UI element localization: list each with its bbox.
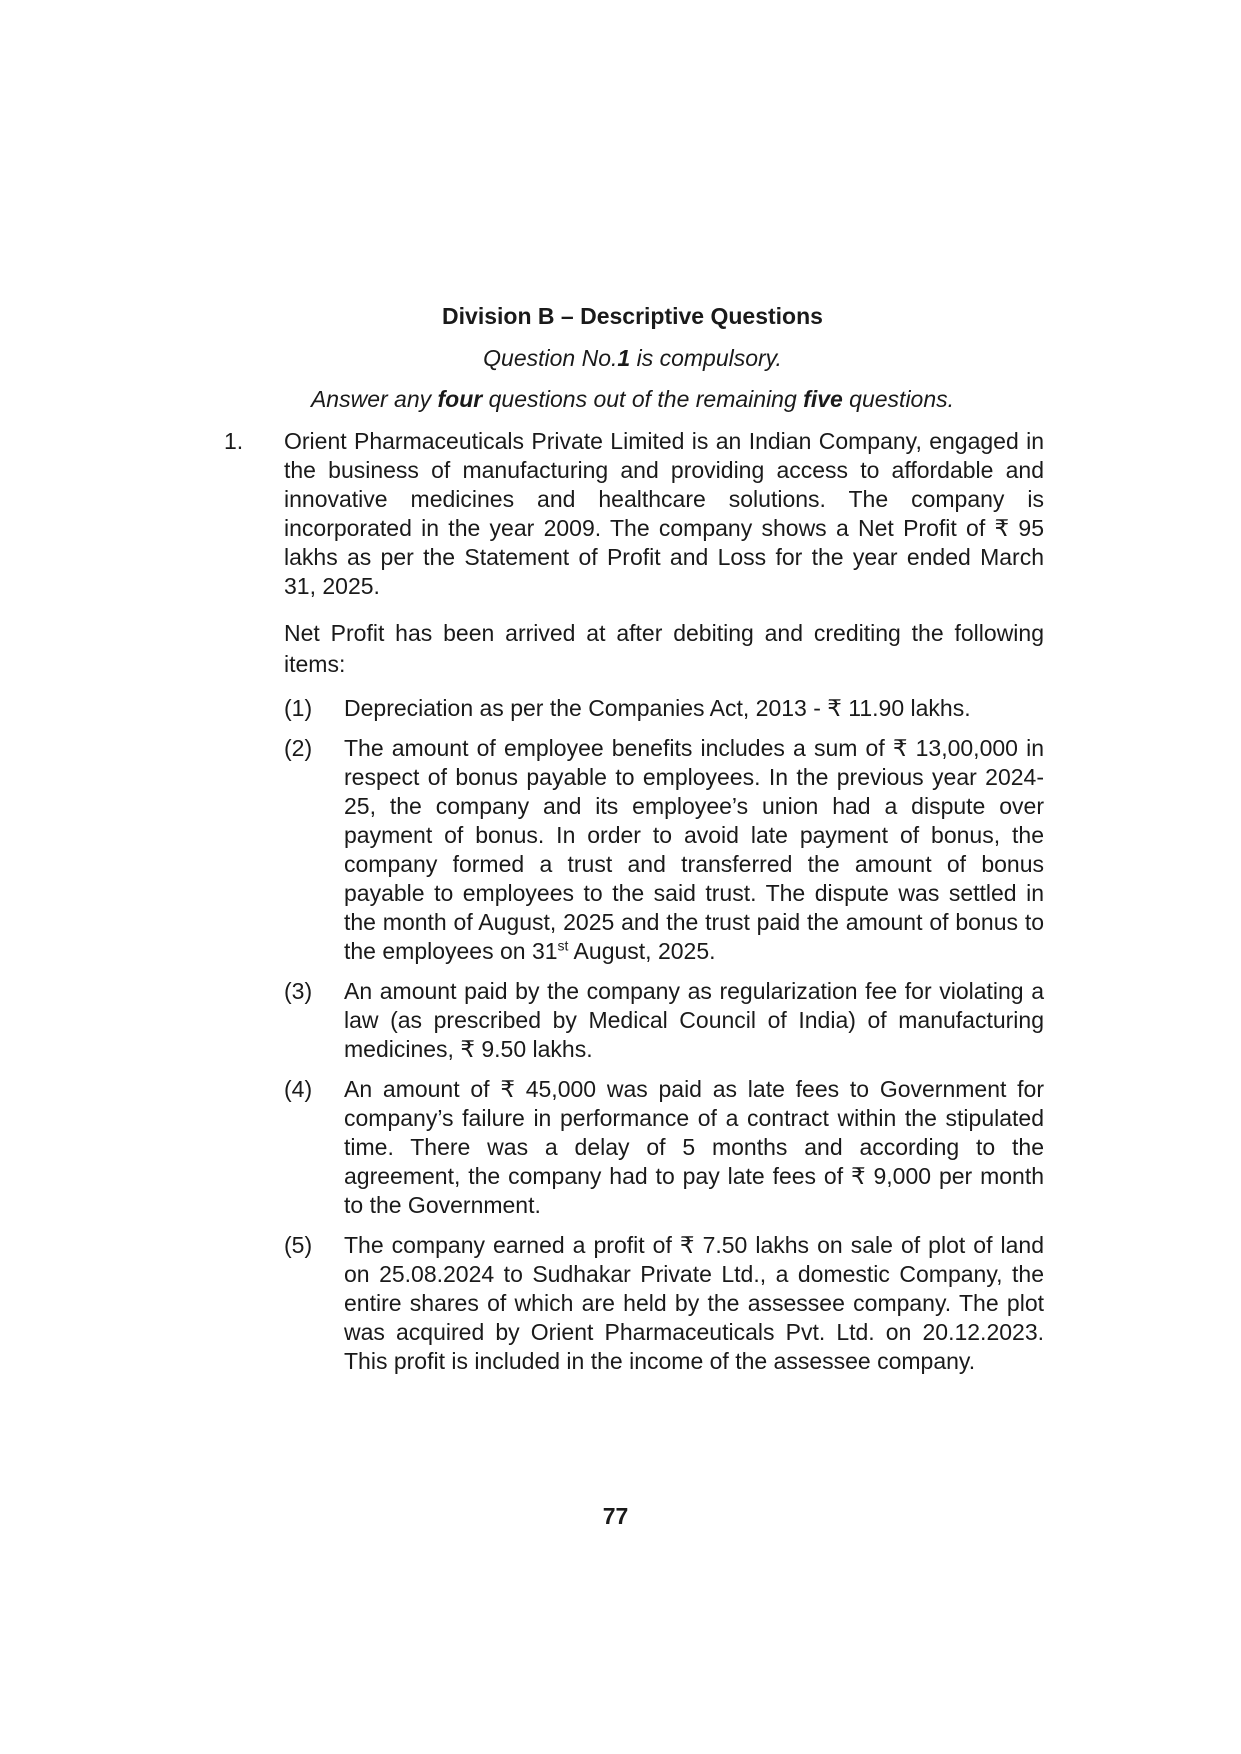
list-item [284, 1075, 1044, 1220]
item-text: An amount of ₹ 45,000 was paid as late fees to Government for company’s failure in performance of a contract within the stipulated time. There was a delay of 5 months and according to the agreement, the company had to pay late fees of ₹ 9,000 per month to the Government. [344, 1076, 1044, 1218]
instruction-part1: Answer any [310, 386, 438, 412]
item-text: Depreciation as per the Companies Act, 2013 - ₹ 11.90 lakhs. [344, 695, 971, 721]
item-text: An amount paid by the company as regularization fee for violating a law (as prescribed by Medical Council of India) of manufacturing medicines, ₹ 9.50 lakhs. [344, 978, 1044, 1062]
item-number: (2) [284, 735, 313, 761]
compulsory-note-post: is compulsory. [630, 345, 782, 371]
section-heading: Division B – Descriptive Questions [442, 303, 823, 329]
instruction-part3: questions. [842, 386, 955, 412]
item-text-pre: The amount of employee benefits includes a sum of ₹ 13,00,000 in respect of bonus payable to employees. In the previous year 2024-25, the company and its employee’s union had a dispute over payment of bonus. In order to avoid late payment of bonus, the company formed a trust and transferred the amount of bonus payable to employees to the said trust. The dispute was settled in the month of August, 2025 and the trust paid the amount of bonus to the employees on 31 [344, 735, 1044, 964]
item-text: The company earned a profit of ₹ 7.50 lakhs on sale of plot of land on 25.08.2024 to Sudhakar Private Ltd., a domestic Company, the entire shares of which are held by the assessee company. The plot was acquired by Orient Pharmaceuticals Pvt. Ltd. on 20.12.2023. This profit is included in the income of the assessee company. [344, 1232, 1044, 1374]
list-item [284, 694, 1044, 723]
instruction-count-four: four [437, 386, 483, 412]
compulsory-question-number: 1 [617, 345, 631, 371]
question-number: 1. [224, 428, 244, 454]
instruction-part2: questions out of the remaining [482, 386, 804, 412]
item-number: (4) [284, 1076, 313, 1102]
ordinal-suffix: st [557, 937, 569, 954]
question-body [284, 427, 1044, 1387]
item-number: (1) [284, 695, 313, 721]
instruction-count-five: five [803, 386, 843, 412]
list-item [284, 977, 1044, 1064]
list-item [284, 1231, 1044, 1376]
page-number: 77 [602, 1503, 629, 1529]
list-item [284, 734, 1044, 966]
question-intro: Orient Pharmaceuticals Private Limited is an Indian Company, engaged in the business of manufacturing and providing access to affordable and innovative medicines and healthcare solutions. The company is incorporated in the year 2009. The company shows a Net Profit of ₹ 95 lakhs as per the Statement of Profit and Loss for the year ended March 31, 2025. [284, 428, 1044, 599]
item-text [344, 734, 1044, 966]
item-number: (3) [284, 978, 313, 1004]
compulsory-note-pre: Question No. [483, 345, 618, 371]
compulsory-note [0, 344, 1241, 373]
answer-instruction [0, 385, 1241, 414]
item-text-post: August, 2025. [568, 938, 716, 964]
item-number: (5) [284, 1232, 313, 1258]
item-list [284, 694, 1044, 1376]
question-intro-items: Net Profit has been arrived at after debiting and crediting the following items: [284, 620, 1044, 677]
